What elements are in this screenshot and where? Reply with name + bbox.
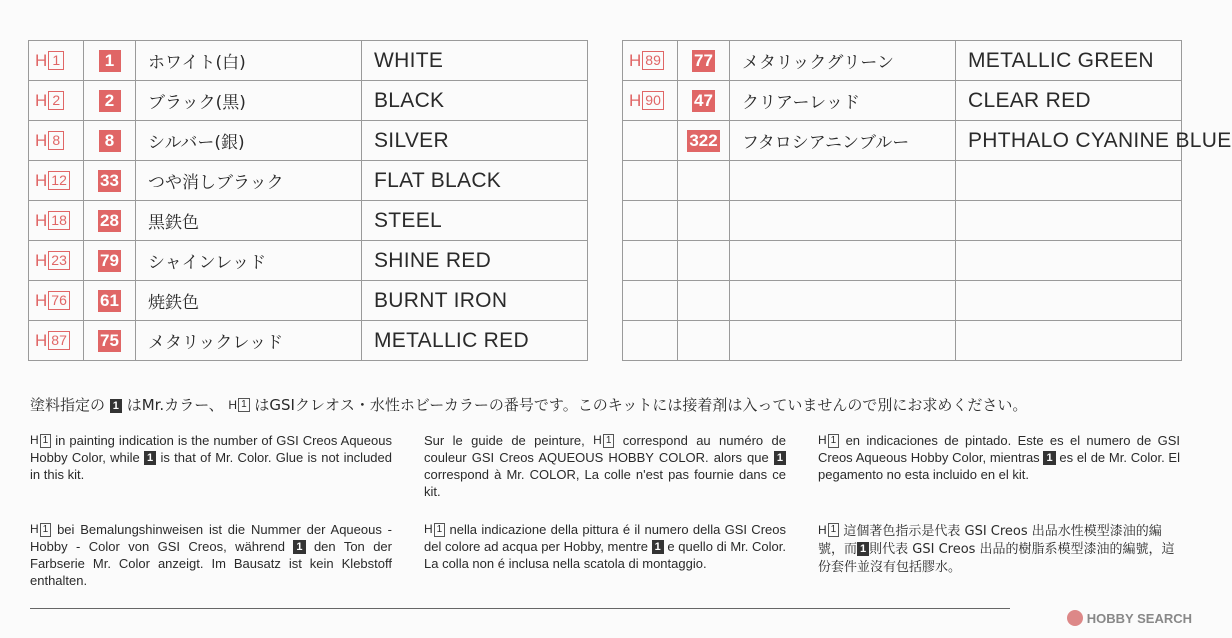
note-chinese: H 1 這個著色指示是代表 GSI Creos 出品水性模型漆油的編號，而 1 則代表 GSI Creos 出品的樹脂系模型漆油的編號，這份套件並沒有包括膠水。 [818,523,1175,575]
hobby-color-cell [29,41,84,81]
hobby-color-code-icon: H 1 [30,521,51,538]
mr-color-code: 79 [100,250,119,270]
mr-color-box-icon: 1 [857,542,869,556]
mr-color-cell [84,281,136,321]
hobby-color-code-icon: H 1 [818,521,839,539]
paint-row [29,201,588,241]
mr-color-code: 2 [99,90,121,112]
hobby-color-code-icon: H 1 [228,398,249,412]
hobby-color-cell [623,241,678,281]
color-name-english: FLAT BLACK [362,161,588,201]
hobby-color-code: H 18 [35,211,70,231]
mr-color-code: 61 [100,290,119,310]
hobby-color-code: H 76 [35,291,70,311]
mr-color-code: 28 [100,210,119,230]
hobby-color-cell [623,41,678,81]
hobby-color-cell [29,81,84,121]
hobby-color-code: H 23 [35,251,70,271]
mr-color-cell [678,121,730,161]
color-name-japanese: メタリックグリーン [730,41,956,81]
hobby-color-code: H 2 [35,91,64,111]
color-name-english [956,201,1182,241]
mr-color-cell [678,41,730,81]
color-name-english: SILVER [362,121,588,161]
paint-row [623,121,1182,161]
hobby-color-cell [29,201,84,241]
color-name-english [956,281,1182,321]
mr-color-cell [678,201,730,241]
hobby-color-cell [29,241,84,281]
note-german: H 1 bei Bemalungshinweisen ist die Nummer der Aqueous - Hobby - Color von GSI Creos, während 1 den Ton der Farbserie Mr. Color anzeigt. Im Bausatz ist kein Klebstoff enthalten. [30,522,392,588]
mr-color-code: 75 [100,330,119,350]
color-name-japanese: シルバー(銀) [136,121,362,161]
color-name-japanese [730,161,956,201]
mr-color-cell [84,321,136,361]
hobby-color-code: H 87 [35,331,70,351]
hobby-color-code: H 1 [35,51,64,71]
mr-color-cell [678,81,730,121]
paint-row [29,41,588,81]
hobby-color-cell [623,201,678,241]
hobby-color-cell [623,161,678,201]
mr-color-box-icon: 1 [293,540,305,554]
mr-color-code: 1 [99,50,121,72]
hobby-color-code-icon: H 1 [30,432,51,449]
paint-row [623,161,1182,201]
color-name-english: WHITE [362,41,588,81]
mr-color-code: 33 [100,170,119,190]
color-name-japanese: 焼鉄色 [136,281,362,321]
paint-table-left [28,40,588,361]
hobby-color-code-icon: H 1 [424,521,445,538]
bottom-divider [30,608,1010,609]
color-name-japanese: メタリックレッド [136,321,362,361]
watermark: HOBBY SEARCH [1067,610,1192,626]
note-french: Sur le guide de peinture, H 1 correspond au numéro de couleur GSI Creos AQUEOUS HOBBY COLOR. alors que 1 correspond à Mr. COLOR, La colle n'est pas fournie dans ce kit. [424,433,786,499]
hobby-search-logo-icon [1067,610,1083,626]
hobby-color-cell [29,121,84,161]
paint-row [29,121,588,161]
paint-row [623,81,1182,121]
mr-color-code: 322 [689,130,718,150]
paint-row [623,321,1182,361]
color-name-japanese [730,241,956,281]
note-english: H 1 in painting indication is the number of GSI Creos Aqueous Hobby Color, while 1 is that of Mr. Color. Glue is not included in this kit. [30,433,392,482]
color-name-japanese [730,321,956,361]
color-name-japanese: クリアーレッド [730,81,956,121]
mr-color-box-icon: 1 [110,399,122,413]
color-name-english: BLACK [362,81,588,121]
mr-color-box-icon: 1 [1043,451,1055,465]
color-name-japanese: ホワイト(白) [136,41,362,81]
paint-row [623,201,1182,241]
hobby-color-cell [623,321,678,361]
mr-color-code: 8 [99,130,121,152]
paint-row [623,41,1182,81]
hobby-color-cell [29,321,84,361]
paint-row [623,281,1182,321]
color-name-japanese: ブラック(黒) [136,81,362,121]
hobby-color-code-icon: H 1 [593,432,614,449]
paint-row [29,321,588,361]
hobby-color-cell [623,121,678,161]
hobby-color-code-icon: H 1 [818,432,839,449]
hobby-color-code: H 12 [35,171,70,191]
color-name-japanese: フタロシアニンブルー [730,121,956,161]
hobby-color-code: H 90 [629,91,664,111]
mr-color-code: 47 [694,90,713,110]
hobby-color-cell [623,281,678,321]
note-japanese: 塗料指定の 1 はMr.カラー、 H 1 はGSIクレオス・水性ホビーカラーの番号です。このキットには接着剤は入っていませんので別にお求めください。 [30,396,1028,414]
mr-color-box-icon: 1 [652,540,664,554]
mr-color-cell [678,281,730,321]
note-spanish: H 1 en indicaciones de pintado. Este es el numero de GSI Creos Aqueous Hobby Color, mientras 1 es el de Mr. Color. El pegamento no esta incluido en el kit. [818,433,1180,482]
color-name-english: SHINE RED [362,241,588,281]
mr-color-box-icon: 1 [144,451,156,465]
mr-color-cell [84,41,136,81]
mr-color-cell [84,241,136,281]
paint-row [29,281,588,321]
hobby-color-code: H 8 [35,131,64,151]
color-name-english: STEEL [362,201,588,241]
color-name-english: METALLIC RED [362,321,588,361]
mr-color-box-icon: 1 [774,451,786,465]
paint-row [29,241,588,281]
color-name-english: METALLIC GREEN [956,41,1182,81]
paint-row [29,161,588,201]
hobby-color-cell [623,81,678,121]
mr-color-cell [678,321,730,361]
mr-color-cell [84,161,136,201]
color-name-japanese: つや消しブラック [136,161,362,201]
mr-color-cell [678,241,730,281]
mr-color-code: 77 [694,50,713,70]
color-name-english [956,321,1182,361]
color-name-japanese [730,201,956,241]
color-name-english: BURNT IRON [362,281,588,321]
color-name-english: PHTHALO CYANINE BLUE [956,121,1182,161]
hobby-color-code: H 89 [629,51,664,71]
color-name-japanese [730,281,956,321]
color-name-english: CLEAR RED [956,81,1182,121]
hobby-color-cell [29,281,84,321]
mr-color-cell [678,161,730,201]
note-italian: H 1 nella indicazione della pittura é il numero della GSI Creos del colore ad acqua per Hobby, mentre 1 e quello di Mr. Color. La colla non é inclusa nella scatola di montaggio. [424,522,786,571]
color-name-english [956,241,1182,281]
paint-row [623,241,1182,281]
mr-color-cell [84,201,136,241]
hobby-color-cell [29,161,84,201]
paint-row [29,81,588,121]
color-name-english [956,161,1182,201]
paint-table-right [622,40,1232,361]
color-name-japanese: 黒鉄色 [136,201,362,241]
mr-color-cell [84,81,136,121]
color-name-japanese: シャインレッド [136,241,362,281]
mr-color-cell [84,121,136,161]
